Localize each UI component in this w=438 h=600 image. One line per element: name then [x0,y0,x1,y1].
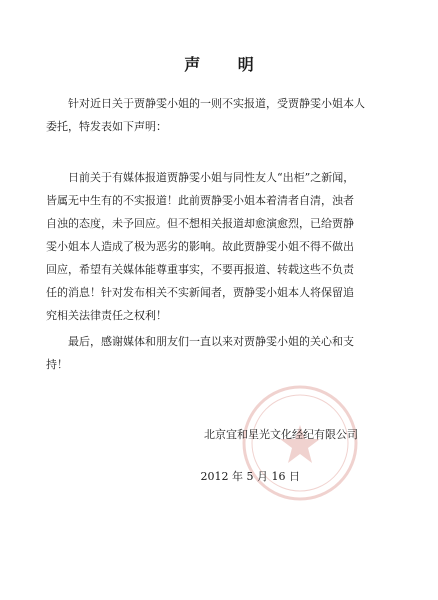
paragraph-body [46,166,390,327]
paragraph-closing [46,330,390,376]
paragraph-line: 持！ [46,358,68,371]
paragraph-line: 日前关于有媒体报道贾静雯小姐与同性友人“出柜”之新闻， [68,171,355,184]
document-title: 声 明 [184,55,270,74]
signature-date: 2012 年 5 月 16 日 [200,470,300,483]
signature-company: 北京宜和星光文化经纪有限公司 [204,428,358,441]
company-seal-stamp [240,383,360,503]
paragraph-intro [46,92,390,138]
paragraph-line: 任的消息！针对发布相关不实新闻者，贾静雯小姐本人将保留追 [46,286,354,299]
paragraph-line: 自浊的态度，未予回应。但不想相关报道却愈演愈烈，已给贾静 [46,217,354,230]
paragraph-line: 究相关法律责任之权利！ [46,309,167,322]
paragraph-line: 雯小姐本人造成了极为恶劣的影响。故此贾静雯小姐不得不做出 [46,240,354,253]
paragraph-line: 皆属无中生有的不实报道！此前贾静雯小姐本着清者自清，浊者 [46,194,354,207]
paragraph-line: 回应，希望有关媒体能尊重事实，不要再报道、转载这些不负责 [46,263,354,276]
paragraph-line: 委托，特发表如下声明： [46,120,167,133]
paragraph-line: 最后，感谢媒体和朋友们一直以来对贾静雯小姐的关心和支 [68,335,354,348]
paragraph-line: 针对近日关于贾静雯小姐的一则不实报道，受贾静雯小姐本人 [68,97,365,110]
